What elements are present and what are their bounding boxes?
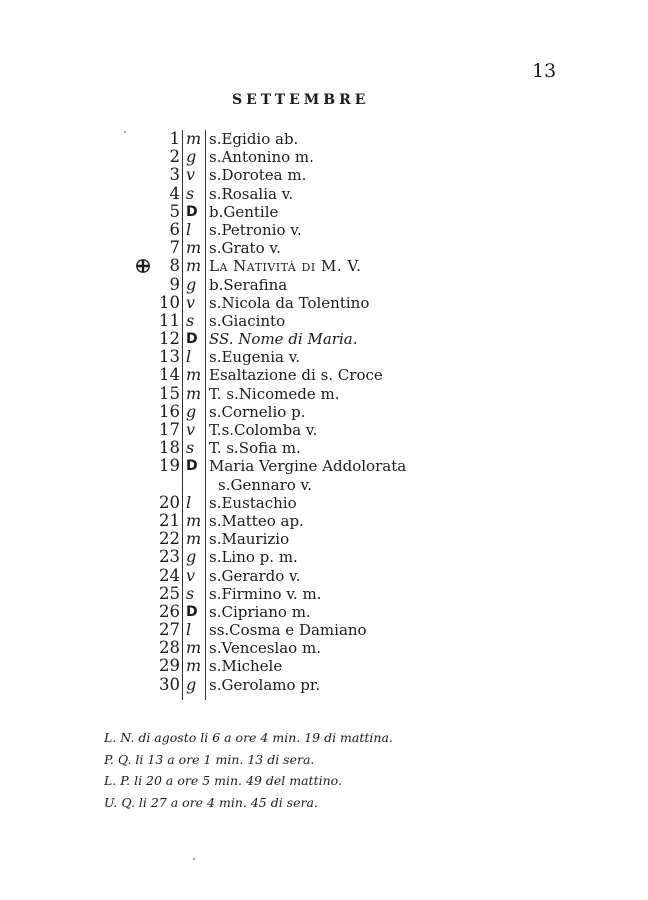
weekday-letter: D [186,331,198,348]
day-number: 4 [169,183,180,203]
weekday-letter: g [186,274,197,294]
cross-icon [135,258,151,274]
saint-name: s.Eugenia v. [209,348,301,367]
day-number: 3 [169,165,180,185]
day-number: 5 [169,201,180,221]
weekday-letter: l [186,492,192,512]
day-row [0,385,648,403]
moon-phase-note: U. Q. li 27 a ore 4 min. 45 di sera. [104,794,318,810]
day-number: 23 [159,547,180,567]
weekday-letter: s [186,583,195,603]
day-row [0,312,648,330]
day-row [0,603,648,621]
saint-name: s.Cipriano m. [209,602,311,621]
day-row [0,366,648,384]
day-number: 27 [159,620,180,640]
day-number: 11 [159,310,180,330]
saint-name: b.Gentile [209,202,279,221]
day-number: 6 [169,219,180,239]
weekday-letter: v [186,565,196,585]
weekday-letter: l [186,219,192,239]
day-row [0,457,648,475]
day-number: 20 [159,492,180,512]
moon-phase-note: L. N. di agosto li 6 a ore 4 min. 19 di mattina. [104,730,393,745]
day-row [0,657,648,675]
day-number: 19 [159,456,180,476]
weekday-letter: v [186,165,196,185]
day-number: 25 [159,583,180,603]
day-row [0,530,648,548]
saint-name: Maria Vergine Addolorata [209,457,407,476]
day-number: 12 [159,329,180,349]
page-number: 13 [532,60,557,82]
day-row [0,639,648,657]
day-row [0,203,648,221]
weekday-letter: D [186,203,198,220]
saint-name: s.Maurizio [209,530,290,549]
day-row [0,330,648,348]
saint-name: b.Serafina [209,275,288,294]
month-title: SETTEMBRE [232,92,370,108]
saint-name: s.Rosalia v. [209,184,294,203]
saint-name: Esaltazione di s. Croce [209,366,383,385]
day-number: 18 [159,438,180,458]
weekday-letter: v [186,292,196,312]
weekday-letter: D [186,458,198,475]
day-row [0,439,648,457]
weekday-letter: D [186,603,198,620]
saint-name-continuation: s.Gennaro v. [218,475,313,494]
day-number: 17 [159,420,180,439]
weekday-letter: m [186,383,202,403]
day-row [0,548,648,566]
day-number: 15 [159,383,180,403]
weekday-letter: m [186,238,202,258]
day-number: 28 [159,638,180,658]
saint-name: s.Giacinto [209,311,286,330]
day-row [0,276,648,294]
weekday-letter: v [186,420,196,439]
weekday-letter: g [186,401,197,421]
day-row [0,512,648,530]
day-number: 13 [159,347,180,367]
day-number: 16 [159,401,180,421]
saint-name: s.Antonino m. [209,148,314,167]
day-number: 7 [169,238,180,258]
day-row [0,348,648,366]
day-row [0,494,648,512]
day-number: 8 [169,256,180,276]
saint-name: s.Michele [209,657,283,676]
day-row [0,567,648,585]
day-row [0,148,648,166]
day-number: 29 [159,656,180,676]
weekday-letter: m [186,656,202,676]
saint-name: s.Dorotea m. [209,166,307,185]
day-row [0,185,648,203]
saint-name: s.Petronio v. [209,220,302,239]
day-row [0,585,648,603]
day-row [0,221,648,239]
weekday-letter: m [186,529,202,549]
day-number: 22 [159,529,180,549]
weekday-letter: g [186,147,197,167]
day-number: 1 [169,129,180,148]
weekday-letter: g [186,674,197,694]
moon-phase-notes [104,727,393,813]
day-row [0,676,648,694]
day-number: 24 [159,565,180,585]
saint-name: s.Egidio ab. [209,130,299,148]
saint-name: T.s.Colomba v. [209,421,318,439]
weekday-letter: m [186,129,202,148]
saint-name: s.Grato v. [209,239,281,258]
saint-name: T. s.Nicomede m. [209,384,340,403]
saint-name: T. s.Sofia m. [209,439,301,458]
day-row [0,621,648,639]
weekday-letter: g [186,547,197,567]
print-speck [193,858,195,860]
weekday-letter: s [186,183,195,203]
saint-name: s.Gerardo v. [209,566,301,585]
weekday-letter: l [186,620,192,640]
print-speck [124,131,126,133]
day-number: 14 [159,365,180,385]
moon-phase-note: P. Q. li 13 a ore 1 min. 13 di sera. [104,751,315,767]
day-row [0,130,648,148]
day-number: 10 [159,292,180,312]
day-row [0,257,648,275]
saint-name: s.Firmino v. m. [209,584,322,603]
saint-name: s.Venceslao m. [209,639,321,658]
weekday-letter: m [186,638,202,658]
weekday-letter: m [186,256,202,276]
saint-name: ss.Cosma e Damiano [209,621,367,640]
day-row [0,403,648,421]
saint-name: s.Cornelio p. [209,402,306,421]
saint-name: s.Lino p. m. [209,548,298,567]
weekday-letter: m [186,365,202,385]
saint-name: s.Gerolamo pr. [209,675,321,694]
day-row [0,294,648,312]
saint-name: s.Matteo ap. [209,511,304,530]
saint-name: s.Nicola da Tolentino [209,293,370,312]
day-number: 9 [169,274,180,294]
day-row [0,421,648,439]
saint-name: La Natività di M. V. [209,257,362,276]
day-number: 21 [159,510,180,530]
day-row [0,239,648,257]
weekday-letter: m [186,510,202,530]
saint-name: s.Eustachio [209,493,297,512]
day-number: 2 [169,147,180,167]
day-number: 30 [159,674,180,694]
day-row [0,166,648,184]
day-number: 26 [159,601,180,621]
weekday-letter: s [186,310,195,330]
weekday-letter: s [186,438,195,458]
weekday-letter: l [186,347,192,367]
moon-phase-note: L. P. li 20 a ore 5 min. 49 del mattino. [104,773,342,788]
calendar-list [0,130,648,694]
saint-name: SS. Nome di Maria. [209,330,358,349]
day-row-continuation [0,476,648,494]
